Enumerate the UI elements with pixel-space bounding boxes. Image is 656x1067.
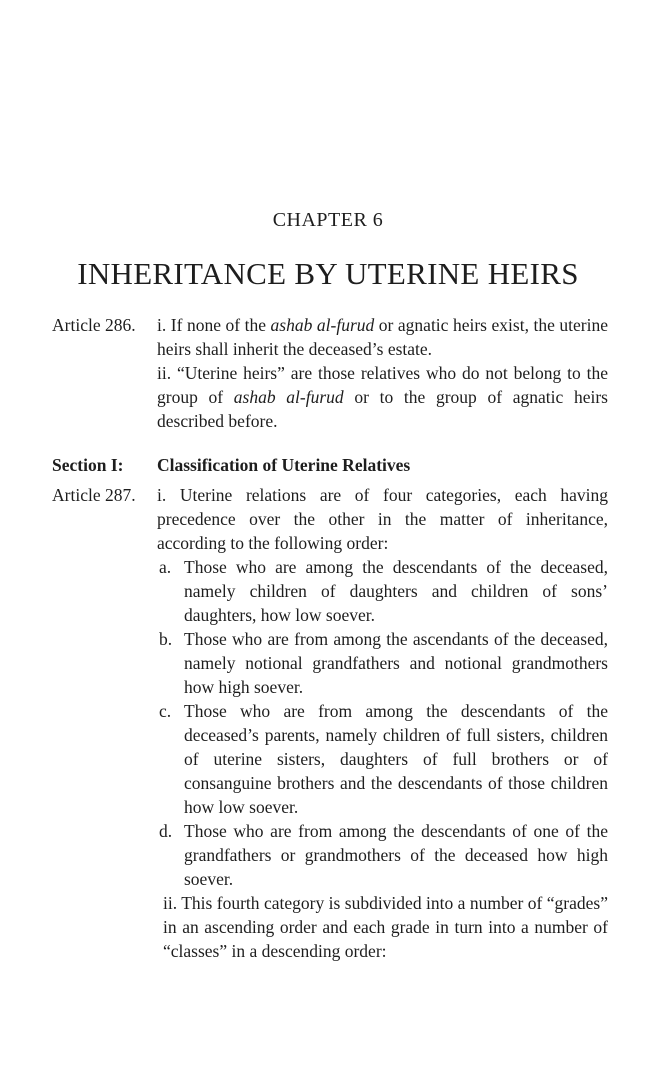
section-heading — [52, 455, 608, 476]
list-marker: c. — [159, 701, 172, 721]
text-run: ii. “Uterine heirs” are those relatives who do not belong to the group of — [157, 363, 608, 407]
list-item-text: Those who are from among the ascendants of the deceased, namely notional grandfathers and notional grandmothers how high soever. — [184, 629, 608, 697]
text-run: or to the group of agnatic heirs described before. — [157, 387, 608, 431]
list-item-text: Those who are from among the descendants of one of the grandfathers or grandmothers of the deceased how high soever. — [184, 821, 608, 889]
text-run: or agnatic heirs exist, the uterine heirs shall inherit the deceased’s estate. — [157, 315, 608, 359]
section-title: Classification of Uterine Relatives — [157, 455, 411, 475]
list-item — [159, 699, 608, 819]
article-287-body — [157, 483, 608, 963]
article-287-para-i: i. Uterine relations are of four categories, each having precedence over the other in the matter of inheritance, according to the following order: — [157, 485, 608, 553]
chapter-title: INHERITANCE BY UTERINE HEIRS — [77, 256, 579, 291]
article-286-label: Article 286. — [52, 315, 136, 335]
article-286-body — [157, 313, 608, 433]
list-marker: d. — [159, 821, 173, 841]
article-286-para-ii — [157, 361, 608, 433]
list-marker: a. — [159, 557, 172, 577]
list-item — [159, 627, 608, 699]
article-287-para-ii: ii. This fourth category is subdivided into a number of “grades” in an ascending order and each grade in turn into a number of “classes” in a descending order: — [163, 893, 608, 961]
list-item — [159, 555, 608, 627]
italic-term: ashab al-furud — [233, 387, 344, 407]
article-286 — [52, 313, 608, 433]
article-286-para-i — [157, 313, 608, 361]
article-287 — [52, 483, 608, 963]
list-item — [159, 819, 608, 891]
list-item-text: Those who are among the descendants of the deceased, namely children of daughters and children of sons’ daughters, how low soever. — [184, 557, 608, 625]
list-marker: b. — [159, 629, 173, 649]
chapter-label: CHAPTER 6 — [272, 209, 384, 231]
text-run: i. If none of the — [157, 315, 271, 335]
article-287-label: Article 287. — [52, 485, 136, 505]
category-list — [159, 555, 608, 891]
list-item-text: Those who are from among the descendants of the deceased’s parents, namely children of full sisters, children of uterine sisters, daughters of full brothers or of consanguine brothers and the descendants of those children how low soever. — [184, 701, 608, 817]
section-label: Section I: — [52, 455, 124, 475]
italic-term: ashab al-furud — [270, 315, 375, 335]
